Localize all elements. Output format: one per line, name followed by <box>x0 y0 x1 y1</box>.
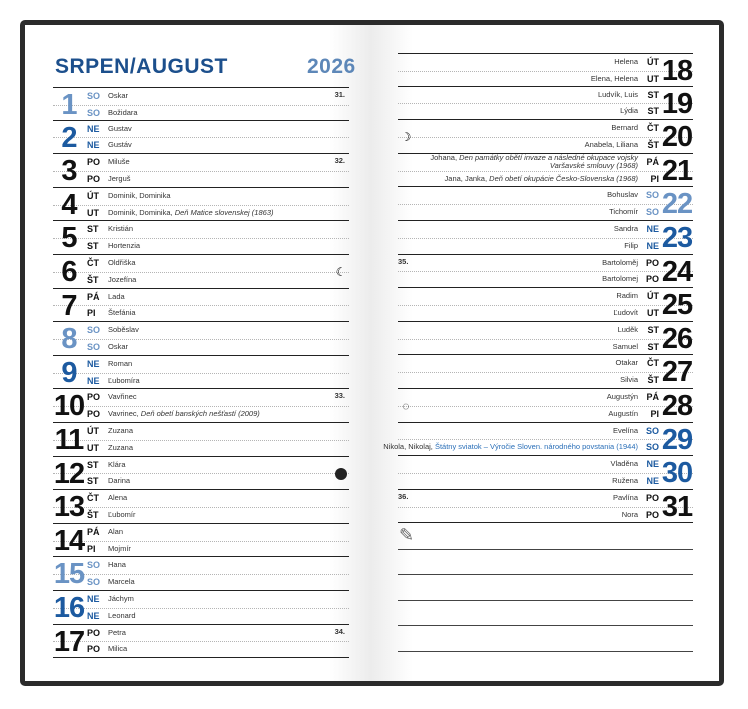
day-number: 5 <box>61 222 77 255</box>
day-number: 26 <box>661 322 693 355</box>
day-row <box>398 355 693 389</box>
day-row <box>398 490 693 524</box>
name-sk: Oskar <box>108 341 129 351</box>
weekday-sk: PO <box>645 274 659 285</box>
day-number: 10 <box>53 390 85 423</box>
day-row <box>53 423 349 457</box>
name-cz: Kristián <box>108 224 134 234</box>
name-sk: Hortenzia <box>108 241 141 251</box>
notes-line <box>398 574 693 575</box>
weekday-sk: PI <box>650 173 659 184</box>
weekday-cz: SO <box>87 325 101 336</box>
day-row <box>53 490 349 524</box>
name-cz: Roman <box>108 358 133 368</box>
day-row <box>398 53 693 87</box>
day-number: 30 <box>661 457 693 490</box>
name-sk: Gustáv <box>108 140 132 150</box>
name-cz: Oldřiška <box>108 258 136 267</box>
day-row <box>53 524 349 558</box>
moon-phase-icon <box>335 468 347 480</box>
weekday-cz: PO <box>87 392 101 403</box>
day-number: 19 <box>661 87 693 120</box>
day-row <box>53 255 349 289</box>
weekday-sk: SO <box>87 341 101 352</box>
name-sk: Augustín <box>608 408 638 418</box>
day-number: 18 <box>661 55 693 87</box>
name-sk: Ľubomíra <box>108 375 140 385</box>
weekday-cz: SO <box>645 190 659 201</box>
day-row <box>398 322 693 356</box>
week-number: 35. <box>398 256 409 266</box>
weekday-cz: ČT <box>87 493 99 504</box>
name-cz: Otakar <box>615 358 638 368</box>
week-number: 36. <box>398 491 409 501</box>
name-cz: Klára <box>108 459 126 469</box>
name-sk: Mojmír <box>108 543 131 553</box>
day-row <box>53 557 349 591</box>
state-holiday-sk: Štátny sviatok – Výročie Sloven. národného povstania (1944) <box>434 442 638 452</box>
name-sk: Samuel <box>612 341 638 351</box>
weekday-cz: SO <box>87 91 101 101</box>
weekday-sk: SO <box>87 577 101 588</box>
name-cz: Alan <box>108 526 124 536</box>
name-sk: Ľudovít <box>613 307 638 317</box>
name-cz: Vavřinec <box>108 392 137 402</box>
weekday-cz: ÚT <box>647 57 659 67</box>
name-cz: Johana, Den památky obětí invaze a následné okupace vojsky Varšavské smlouvy (1968) <box>430 152 638 171</box>
weekday-cz: PÁ <box>87 526 100 537</box>
weekday-sk: ŠT <box>647 139 659 150</box>
day-number: 31 <box>661 490 693 523</box>
holiday-sk: Deň obetí banských nešťastí (2009) <box>140 409 260 419</box>
name-sk: Božidara <box>108 107 138 117</box>
weekday-sk: PO <box>87 409 101 420</box>
weekday-cz: ST <box>647 89 659 100</box>
weekday-sk: ŠT <box>87 509 99 520</box>
weekday-cz: NE <box>87 358 100 369</box>
day-row <box>398 87 693 121</box>
name-cz: Vladěna <box>610 459 638 469</box>
day-row <box>398 456 693 490</box>
day-number: 25 <box>661 289 693 322</box>
day-row <box>53 457 349 491</box>
holiday-sk: Deň Matice slovenskej (1863) <box>174 207 274 217</box>
moon-phase-icon: ◌ <box>402 399 410 413</box>
name-cz: Radim <box>616 291 638 301</box>
diary-cover <box>20 20 724 686</box>
name-sk: Zuzana <box>108 442 134 452</box>
weekday-cz: SO <box>645 425 659 436</box>
name-sk: Nora <box>621 509 638 519</box>
weekday-cz: ČT <box>87 258 99 268</box>
day-row <box>398 288 693 322</box>
day-number: 13 <box>53 491 85 524</box>
name-sk: Silvia <box>620 375 638 385</box>
weekday-sk: PO <box>645 509 659 520</box>
name-cz: Evelína <box>612 425 638 435</box>
day-row <box>398 255 693 289</box>
name-sk: Elena, Helena <box>590 73 638 83</box>
day-row <box>398 154 693 188</box>
weekday-sk: NE <box>646 240 659 251</box>
name-cz: Alena <box>108 493 128 503</box>
weekday-cz: ST <box>87 224 99 235</box>
notes-line <box>398 651 693 652</box>
day-number: 27 <box>661 356 693 389</box>
name-cz: Pavlína <box>612 492 638 502</box>
day-number: 24 <box>661 255 693 288</box>
day-row <box>398 187 693 221</box>
day-number: 20 <box>661 121 693 154</box>
weekday-cz: PO <box>645 492 659 503</box>
weekday-cz: NE <box>646 224 659 234</box>
weekday-cz: PO <box>645 257 659 268</box>
weekday-cz: ČT <box>647 358 659 369</box>
name-sk: Marcela <box>108 577 135 587</box>
name-cz: Bartoloměj <box>602 257 638 267</box>
weekday-sk: ST <box>87 476 99 487</box>
name-cz: Luděk <box>617 324 638 334</box>
weekday-sk: UT <box>87 442 99 453</box>
weekday-cz: ST <box>647 324 659 335</box>
weekday-sk: UT <box>647 307 659 318</box>
name-cz: Lada <box>108 291 125 301</box>
weekday-sk: NE <box>646 475 659 486</box>
day-row <box>398 120 693 154</box>
day-number: 28 <box>661 390 693 422</box>
notes-line <box>398 625 693 626</box>
holiday-sk: Deň obetí okupácie Česko-Slovenska (1968) <box>489 173 638 183</box>
right-page <box>371 25 719 681</box>
day-divider <box>53 541 349 542</box>
weekday-cz: NE <box>87 594 100 604</box>
weekday-sk: PI <box>87 543 96 554</box>
name-cz: Petra <box>108 627 126 637</box>
day-number: 16 <box>53 592 85 624</box>
name-cz: Dominik, Dominika <box>108 190 171 200</box>
weekday-cz: PO <box>87 157 101 168</box>
name-sk: Anabela, Liliana <box>584 139 638 149</box>
day-row <box>383 423 693 457</box>
name-sk: Ružena <box>612 475 638 485</box>
name-cz: Soběslav <box>108 325 139 335</box>
weekday-sk: ST <box>647 106 659 117</box>
moon-phase-icon: ☽ <box>400 130 412 145</box>
day-row <box>53 322 349 356</box>
name-cz: Oskar <box>108 91 129 100</box>
weekday-cz: PÁ <box>646 392 659 402</box>
name-sk: Ľubomír <box>108 509 136 519</box>
day-number: 1 <box>61 89 77 121</box>
notes-area[interactable] <box>398 523 693 653</box>
day-row <box>53 121 349 155</box>
name-sk: Tichomír <box>609 207 638 217</box>
name-sk: Lýdia <box>620 106 638 116</box>
day-row <box>398 389 693 423</box>
day-number: 23 <box>661 222 693 254</box>
weekday-cz: ČT <box>647 123 659 134</box>
weekday-sk: ŠT <box>647 375 659 386</box>
name-sk: Jerguš <box>108 173 131 183</box>
weekday-sk: PO <box>87 644 101 655</box>
name-cz: Helena <box>614 57 638 66</box>
week-number: 31. <box>334 90 345 99</box>
name-cz: Sandra <box>613 224 638 233</box>
weekday-sk: NE <box>87 140 100 151</box>
name-sk: Leonard <box>108 610 136 620</box>
weekday-cz: SO <box>87 560 101 571</box>
weekday-cz: NE <box>87 123 100 134</box>
day-number: 7 <box>61 289 77 322</box>
day-number: 17 <box>53 625 85 658</box>
year-title: 2026 <box>307 55 356 78</box>
weekday-sk: NE <box>87 375 100 386</box>
day-row <box>53 188 349 222</box>
weekday-sk: PI <box>650 408 659 419</box>
weekday-sk: ST <box>647 341 659 352</box>
month-title: SRPEN/AUGUST <box>55 55 228 78</box>
name-cz: Bohuslav <box>607 190 638 200</box>
day-row <box>53 221 349 255</box>
week-number: 32. <box>334 156 345 166</box>
day-number: 6 <box>61 256 77 288</box>
weekday-cz: PÁ <box>646 156 659 167</box>
name-sk: Štefánia <box>108 308 136 318</box>
name-sk: Vavrinec, Deň obetí banských nešťastí (2009) <box>108 409 260 419</box>
day-number: 9 <box>61 356 77 389</box>
name-sk: Darina <box>108 476 131 486</box>
name-sk: Dominik, Dominika, Deň Matice slovenskej (1863) <box>108 207 274 217</box>
name-sk: Milica <box>108 644 128 654</box>
week-number: 33. <box>334 391 345 401</box>
weekday-cz: ÚT <box>87 426 99 436</box>
name-cz: Hana <box>108 560 126 570</box>
weekday-sk: NE <box>87 610 100 621</box>
weekday-sk: SO <box>87 107 101 118</box>
day-divider <box>398 406 693 407</box>
weekday-cz: ÚT <box>647 291 659 302</box>
moon-phase-icon: ☾ <box>335 265 347 279</box>
weekday-cz: ST <box>87 459 99 470</box>
holiday-cz: Den památky obětí invaze a následné okupace vojsky Varšavské smlouvy (1968) <box>459 152 638 171</box>
name-sk: Bartolomej <box>602 274 638 284</box>
weekday-cz: ÚT <box>87 190 99 201</box>
weekday-sk: SO <box>645 442 659 453</box>
day-number: 2 <box>61 121 77 154</box>
name-cz: Bernard <box>611 123 638 133</box>
day-number: 29 <box>661 423 693 456</box>
day-row <box>53 591 349 625</box>
weekday-sk: PI <box>87 308 96 319</box>
weekday-sk: UT <box>87 207 99 218</box>
day-number: 8 <box>61 323 77 356</box>
name-cz: Augustýn <box>606 392 638 401</box>
day-number: 12 <box>53 457 85 490</box>
day-divider <box>53 305 349 306</box>
notes-pen-icon: ✎ <box>399 525 415 546</box>
day-number: 22 <box>661 188 693 221</box>
name-sk: Jozefína <box>108 274 137 284</box>
week-number: 34. <box>334 626 345 636</box>
weekday-sk: PO <box>87 173 101 184</box>
day-row <box>53 625 349 659</box>
name-sk: Jana, Janka, Deň obetí okupácie Česko-Slovenska (1968) <box>444 173 638 183</box>
weekday-cz: NE <box>646 459 659 470</box>
notes-line <box>398 549 693 550</box>
weekday-sk: ŠT <box>87 274 99 285</box>
day-row <box>53 356 349 390</box>
day-row <box>53 289 349 323</box>
name-cz: Ludvík, Luis <box>597 89 638 99</box>
day-number: 11 <box>54 424 84 456</box>
name-cz: Miluše <box>108 157 130 167</box>
day-row <box>398 221 693 255</box>
day-row <box>53 154 349 188</box>
day-number: 21 <box>661 154 693 187</box>
weekday-cz: PÁ <box>87 291 100 302</box>
day-row <box>53 389 349 423</box>
day-number: 3 <box>61 155 77 188</box>
left-page <box>25 25 371 681</box>
weekday-sk: SO <box>645 207 659 218</box>
day-number: 14 <box>53 524 85 557</box>
weekday-cz: PO <box>87 627 101 638</box>
name-cz: Jáchym <box>108 594 134 603</box>
day-number: 4 <box>61 188 77 221</box>
day-row <box>53 87 349 121</box>
day-number: 15 <box>53 558 85 591</box>
name-cz: Gustav <box>108 123 132 133</box>
weekday-sk: ST <box>87 241 99 252</box>
weekday-sk: UT <box>647 73 659 84</box>
notes-line <box>398 600 693 601</box>
name-cz: Zuzana <box>108 426 134 435</box>
name-sk: Nikola, Nikolaj, Štátny sviatok – Výročie Sloven. národného povstania (1944) <box>383 442 638 452</box>
name-sk: Filip <box>624 240 638 250</box>
